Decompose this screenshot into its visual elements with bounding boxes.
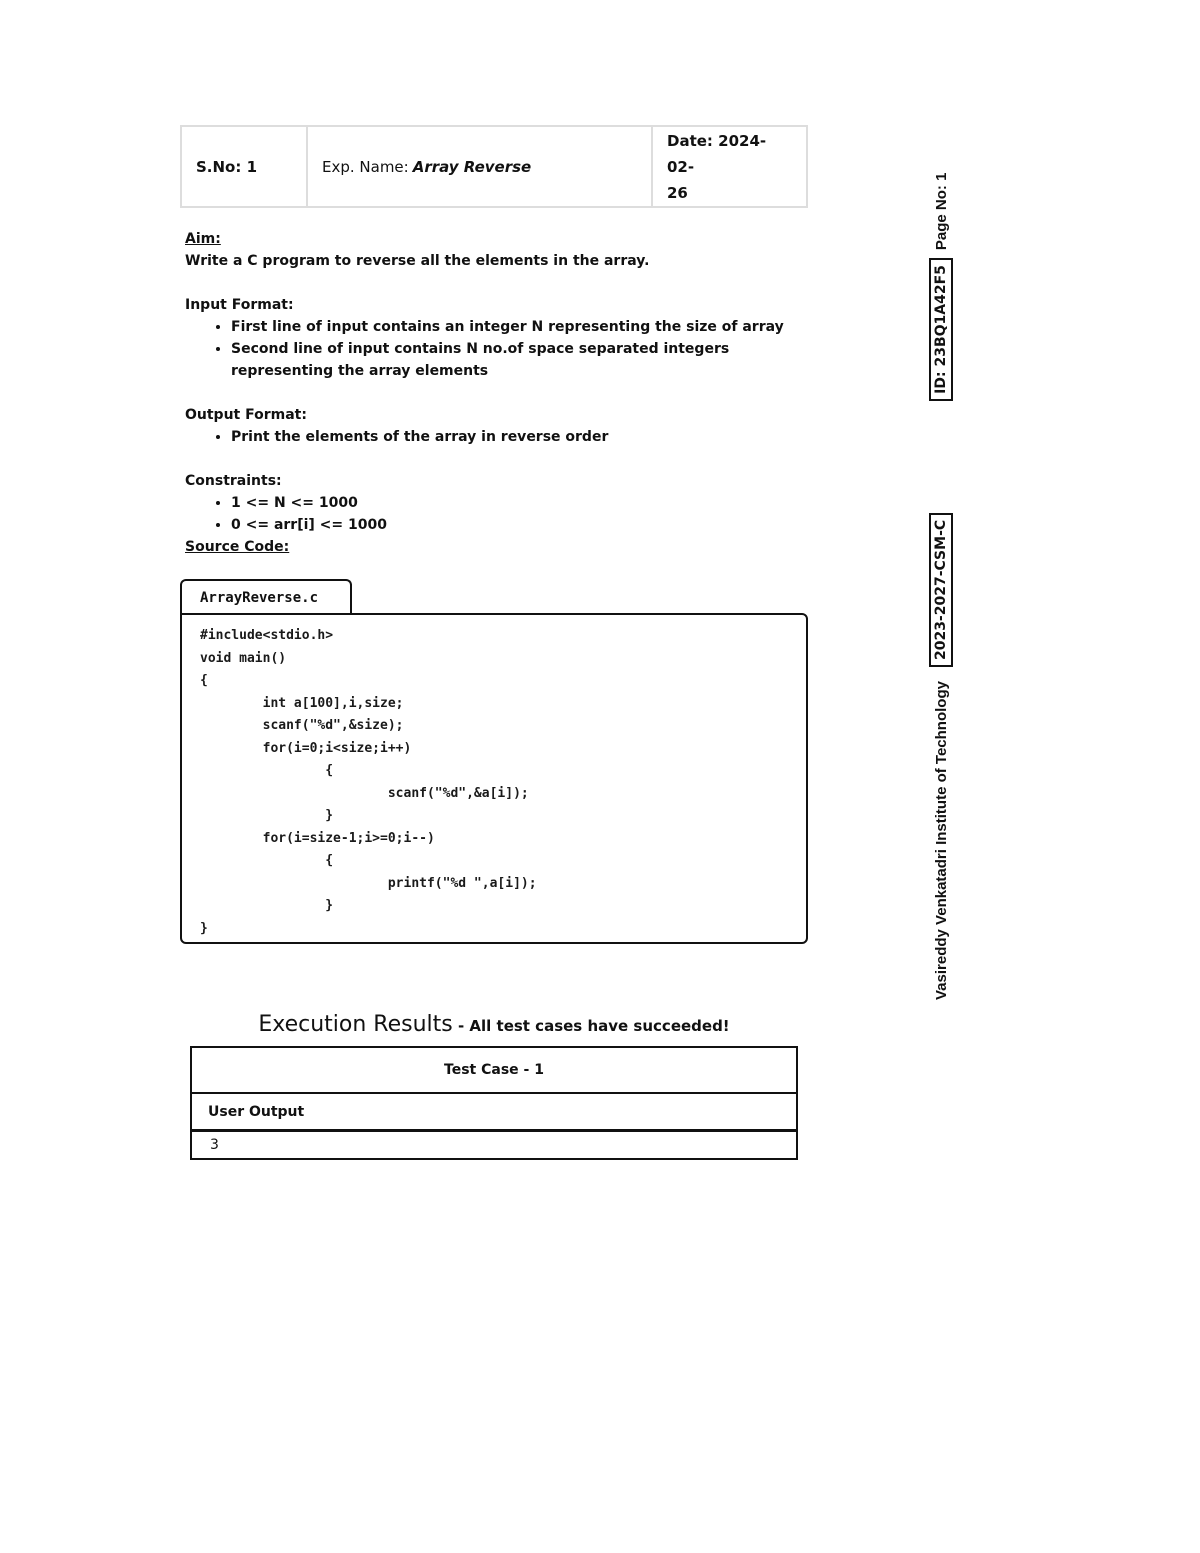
user-output-header [192,1094,796,1132]
input-format-list [185,316,810,382]
test-case-header [192,1048,796,1094]
output-format-heading: Output Format: [185,407,307,423]
source-filename: ArrayReverse.c [200,590,319,606]
execution-results-status: - All test cases have succeeded! [452,1017,730,1035]
student-id-label: ID: 23BQ1A42F5 [929,258,953,401]
serial-number: S.No: 1 [196,157,258,176]
list-item: • Second line of input contains N no.of space separated integers representing the array elements [231,338,810,382]
test-results-table [190,1046,798,1160]
date-line-2: 26 [667,183,688,202]
list-item: • 1 <= N <= 1000 [231,492,810,514]
source-code-box [180,613,808,944]
list-item: • Print the elements of the array in reverse order [231,426,810,448]
output-format-list [185,426,810,448]
batch-label: 2023-2027-CSM-C [929,513,953,667]
date-cell [653,127,806,206]
constraints-heading: Constraints: [185,473,282,489]
source-code-heading: Source Code: [185,539,290,555]
constraints-list [185,492,810,536]
test-case-label: Test Case - 1 [444,1062,544,1078]
experiment-content [185,228,810,558]
serial-number-cell [182,127,308,206]
experiment-name-cell [308,127,653,206]
experiment-name-label: Exp. Name: [322,157,409,176]
list-item: • 0 <= arr[i] <= 1000 [231,514,810,536]
execution-results-heading: Execution Results [258,1012,453,1037]
user-output-value-row [192,1132,796,1158]
experiment-name: Array Reverse [412,157,532,176]
list-item: • First line of input contains an integer N representing the size of array [231,316,810,338]
experiment-header-table [180,125,808,208]
date-line-1: Date: 2024-02- [667,131,767,176]
aim-text: Write a C program to reverse all the elements in the array. [185,253,650,269]
source-file-tab[interactable] [180,579,352,615]
page-number: Page No: 1 [932,172,950,251]
user-output-label: User Output [208,1103,305,1120]
side-margin-strip [928,173,954,1000]
input-format-heading: Input Format: [185,297,294,313]
institute-name: Vasireddy Venkatadri Institute of Technology [932,681,950,1000]
source-code: #include<stdio.h> void main() { int a[100],i,size; scanf("%d",&size); for(i=0;i<size;i++) { scanf("%d",&a[i]); } for(i=size-1;i>=0;i--) { printf("%d ",a[i]); } } [200,628,537,936]
execution-results-title [190,1008,798,1043]
aim-heading: Aim: [185,231,221,247]
user-output-value: 3 [210,1137,219,1153]
